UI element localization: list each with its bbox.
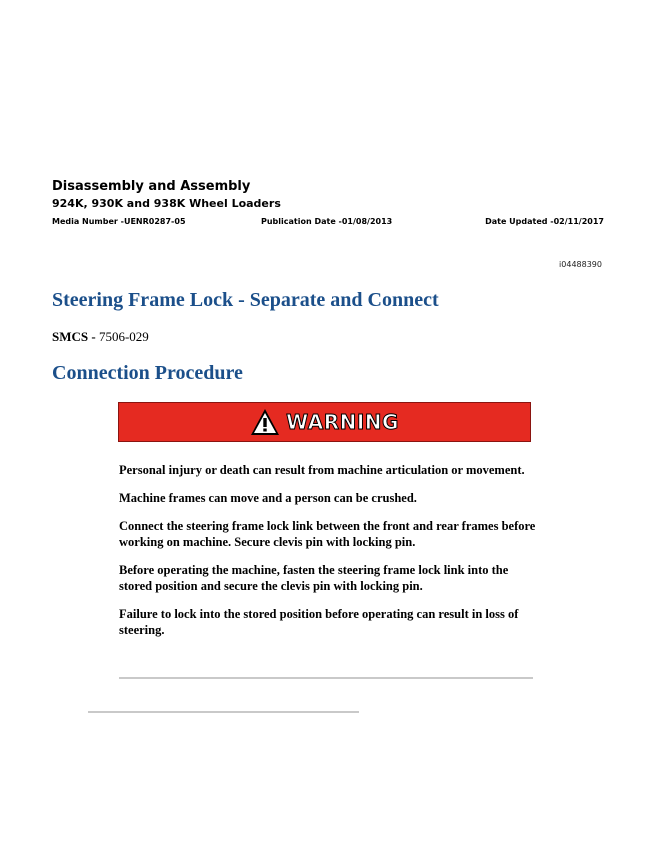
- media-number: Media Number -UENR0287-05: [52, 217, 186, 226]
- page-title: Steering Frame Lock - Separate and Connect: [52, 289, 439, 311]
- publication-date: Publication Date -01/08/2013: [261, 217, 393, 226]
- metadata-row: [52, 215, 604, 229]
- date-updated: Date Updated -02/11/2017: [485, 217, 604, 226]
- smcs-code: [52, 328, 149, 346]
- section-title: Connection Procedure: [52, 362, 243, 384]
- warning-paragraph: Before operating the machine, fasten the steering frame lock link into the stored position and secure the clevis pin with locking pin.: [119, 563, 509, 593]
- warning-paragraph: Machine frames can move and a person can be crushed.: [119, 491, 417, 505]
- divider: [119, 677, 533, 679]
- document-header: [52, 178, 604, 229]
- warning-paragraph: Failure to lock into the stored position before operating can result in loss of steering.: [119, 607, 519, 637]
- warning-paragraph: Connect the steering frame lock link between the front and rear frames before working on machine. Secure clevis pin with locking pin.: [119, 519, 536, 549]
- warning-label: WARNING: [286, 410, 399, 434]
- warning-triangle-icon: [250, 408, 280, 436]
- warning-text: [119, 462, 537, 650]
- document-title: Disassembly and Assembly: [52, 179, 251, 194]
- smcs-label: SMCS -: [52, 329, 96, 344]
- document-id: i04488390: [559, 260, 602, 269]
- smcs-value: 7506-029: [98, 329, 149, 344]
- warning-paragraph: Personal injury or death can result from machine articulation or movement.: [119, 463, 525, 477]
- document-subtitle: 924K, 930K and 938K Wheel Loaders: [52, 197, 281, 210]
- divider: [88, 711, 359, 713]
- warning-banner: [118, 402, 531, 442]
